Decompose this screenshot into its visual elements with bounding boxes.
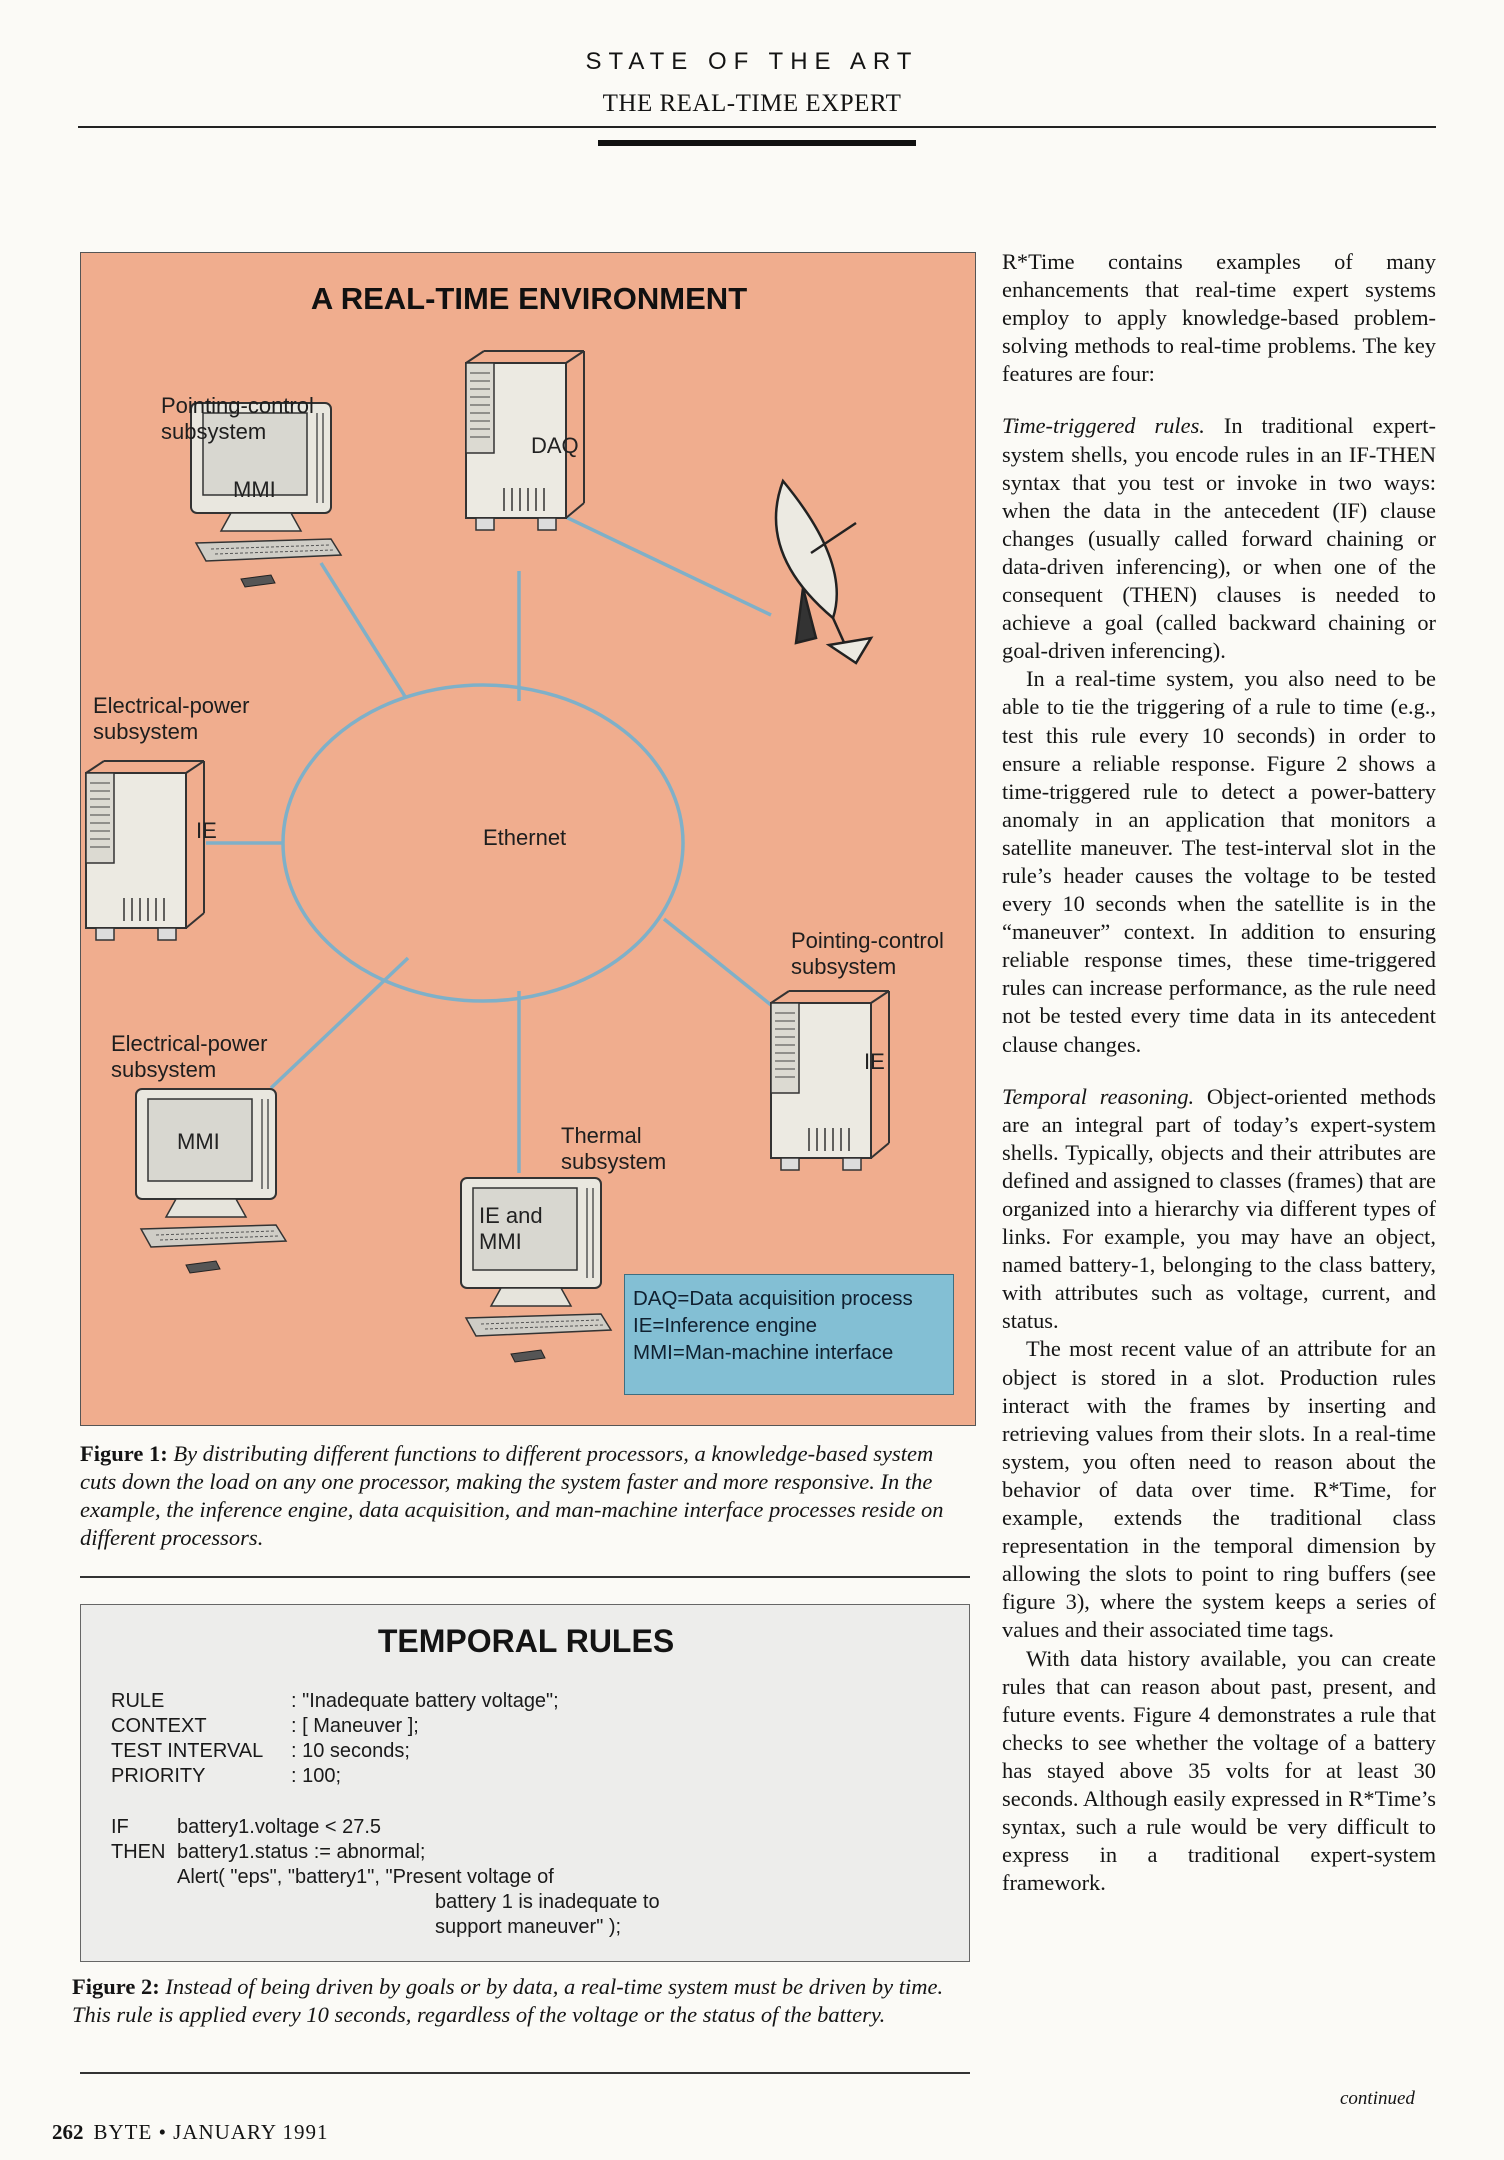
paragraph-intro: R*Time contains examples of many enhancements that real-time expert systems employ to apply knowledge-based problem-solving methods to real-time problems. The key features are four: — [1002, 249, 1436, 387]
article-text-column — [1002, 248, 1436, 1897]
rule-field-value-2: : 10 seconds; — [291, 1740, 410, 1762]
legend-box — [624, 1274, 954, 1395]
figure-1-title: A REAL-TIME ENVIRONMENT — [310, 281, 748, 316]
alert-continuation-2: support maneuver" ); — [435, 1916, 622, 1938]
rule-field-key-3: PRIORITY — [111, 1765, 206, 1787]
section-heading: STATE OF THE ART — [585, 48, 919, 75]
electrical-power-label-bottom: Electrical-power subsystem — [111, 1031, 268, 1082]
rule-field-value-0: : "Inadequate battery voltage"; — [291, 1690, 559, 1712]
if-keyword: IF — [111, 1816, 129, 1838]
legend-daq: DAQ=Data acquisition process — [633, 1287, 913, 1310]
pointing-control-label-top: Pointing-control subsystem — [161, 393, 314, 444]
figure-2-title: TEMPORAL RULES — [377, 1623, 675, 1659]
rule-field-value-1: : [ Maneuver ]; — [291, 1715, 419, 1737]
figure-2-caption — [72, 1973, 952, 2029]
paragraph-realtime-triggering: In a real-time system, you also need to be able to tie the triggering of a rule to time (e.g., test this rule every 10 seconds) in order to ensure a reliable response. Figure 2 shows a time-triggered rule to detect a power-battery anomaly in an application that monitors a satellite maneuver. The test-interval slot in the rule’s header causes the voltage to be tested every 10 seconds when the satellite is in the “maneuver” context. In addition to ensuring reliable response times, these time-triggered rules can increase performance, as the rule need not be tested every time data in its antecedent clause changes. — [1002, 666, 1436, 1057]
legend-ie: IE=Inference engine — [633, 1314, 818, 1337]
header-rule — [78, 126, 1436, 128]
figure-1-network-diagram — [80, 252, 976, 1426]
rule-field-value-3: : 100; — [291, 1765, 342, 1787]
paragraph-time-triggered-body: In traditional expert-system shells, you encode rules in an IF-THEN syntax that you test or invoke in two ways: when the data in the antecedent (IF) clause changes (usually called forward chaining or data-driven inferencing), or when one of the consequent (THEN) clauses is needed to achieve a goal (called backward chaining or goal-driven inferencing). — [1002, 413, 1436, 664]
electrical-power-label-top: Electrical-power subsystem — [93, 693, 250, 744]
rule-field-key-0: RULE — [111, 1690, 165, 1712]
mmi-screen-label-top: MMI — [233, 477, 276, 502]
figure-2-caption-text: Instead of being driven by goals or by data, a real-time system must be driven by time. This rule is applied every 10 seconds, regardless of the voltage or the status of the battery. — [72, 1974, 944, 2027]
page-number: 262 — [52, 2120, 84, 2144]
paragraph-temporal-reasoning — [1002, 1083, 1436, 1336]
mmi-screen-label-bottom: MMI — [177, 1129, 220, 1154]
paragraph-slots: The most recent value of an attribute for an object is stored in a slot. Production rules interact with the frames by inserting and retrieving values from their slots. In a real-time system, you often need to reason about the behavior of data over time. R*Time, for example, extends the traditional class representation in the temporal dimension by allowing the slots to point to ring buffers (see figure 3), where the system keeps a series of values and their associated time tags. — [1002, 1336, 1436, 1643]
rule-field-key-2: TEST INTERVAL — [111, 1740, 264, 1762]
ethernet-label: Ethernet — [483, 825, 567, 850]
paragraph-temporal-reasoning-body: Object-oriented methods are an integral part of today’s expert-system shells. Typically, objects and their attributes are defined and assigned to classes (frames) that are organized into a hierarchy via different types of links. For example, you may have an object, named battery-1, belonging to the class battery, with attributes such as voltage, current, and status. — [1002, 1083, 1436, 1334]
heading-temporal-reasoning: Temporal reasoning. — [1002, 1083, 1195, 1109]
heading-time-triggered: Time-triggered rules. — [1002, 413, 1205, 439]
figure-2-temporal-rules — [80, 1604, 970, 1962]
pointing-control-label-right: Pointing-control subsystem — [791, 928, 944, 979]
header-accent-bar — [598, 140, 916, 146]
alert-line: Alert( "eps", "battery1", "Present voltage of — [177, 1866, 554, 1888]
figure-1-caption — [80, 1440, 960, 1552]
ie-screen-label-left: IE — [196, 818, 217, 843]
paragraph-data-history: With data history available, you can create rules that can reason about past, present, and future events. Figure 4 demonstrates a rule that checks to see whether the voltage of a battery has stayed above 35 volts for at least 30 seconds. Although easily expressed in R*Time’s syntax, such a rule would be very difficult to express in a traditional expert-system framework. — [1002, 1645, 1436, 1896]
thermal-label: Thermal subsystem — [561, 1123, 667, 1174]
footer-publication: BYTE • JANUARY 1991 — [93, 2120, 329, 2144]
if-expression: battery1.voltage < 27.5 — [177, 1816, 382, 1838]
page-footer — [52, 2120, 329, 2145]
figure-1-caption-text: By distributing different functions to different processors, a knowledge-based system cuts down the load on any one processor, making the system faster and more responsive. In the example, the inference engine, data acquisition, and man-machine interface processes reside on different processors. — [80, 1441, 944, 1550]
daq-screen-label: DAQ — [531, 433, 579, 458]
then-expression: battery1.status := abnormal; — [177, 1841, 426, 1863]
ie-screen-label-right: IE — [864, 1049, 885, 1074]
then-keyword: THEN — [111, 1841, 166, 1863]
caption-2-rule — [80, 2072, 970, 2074]
caption-1-rule — [80, 1576, 970, 1578]
continued-marker: continued — [1340, 2088, 1415, 2109]
alert-continuation-1: battery 1 is inadequate to — [435, 1891, 660, 1913]
figure-1-caption-label: Figure 1: — [80, 1441, 168, 1466]
article-title: THE REAL-TIME EXPERT — [602, 90, 902, 117]
ie-and-mmi-screen-label: IE and MMI — [479, 1203, 543, 1254]
rule-field-key-1: CONTEXT — [111, 1715, 207, 1737]
paragraph-time-triggered — [1002, 412, 1436, 665]
figure-2-caption-label: Figure 2: — [72, 1974, 160, 1999]
legend-mmi: MMI=Man-machine interface — [633, 1341, 894, 1364]
